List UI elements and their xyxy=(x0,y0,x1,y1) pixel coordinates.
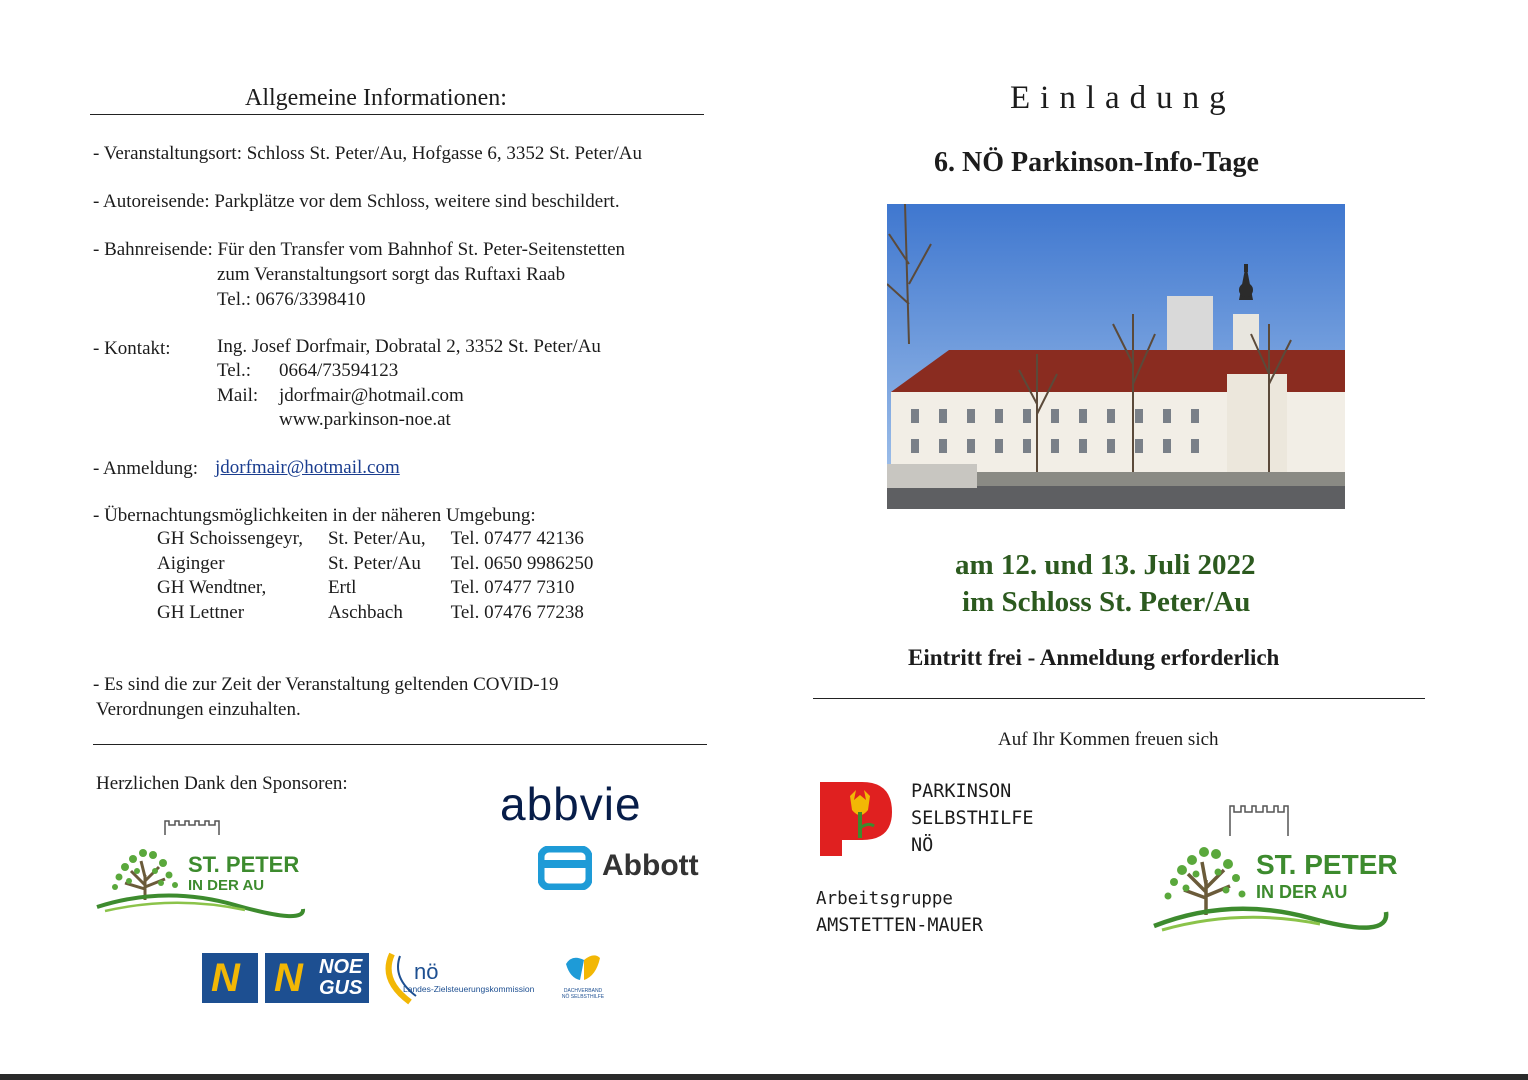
zielsteuerung-noe: nö xyxy=(414,959,439,984)
lodging-name: Aiginger xyxy=(157,552,225,574)
admission-info: Eintritt frei - Anmeldung erforderlich xyxy=(908,645,1280,670)
heading-divider xyxy=(90,114,704,115)
lodging-place: St. Peter/Au, xyxy=(327,528,426,549)
dachverband-text xyxy=(560,988,606,1000)
parkinson-selbsthilfe-p-icon xyxy=(820,782,894,856)
train-phone: Tel.: 0676/3398410 xyxy=(217,289,366,310)
event-subtitle: 6. NÖ Parkinson-Info-Tage xyxy=(934,147,1259,178)
drivers-text: - Autoreisende: Parkplätze vor dem Schloss, weitere sind beschildert. xyxy=(93,191,620,212)
st-peter-left-line2: IN DER AU xyxy=(188,877,265,894)
lodging-place: Ertl xyxy=(327,577,357,598)
noe-logo-1-letter: N xyxy=(211,956,240,1000)
covid-line1: - Es sind die zur Zeit der Veranstaltung geltenden COVID-19 xyxy=(93,674,559,695)
lodging-name: GH Wendtner, xyxy=(157,577,267,598)
contact-mail-label: Mail: xyxy=(217,385,259,406)
abbott-mark-icon xyxy=(538,846,592,890)
lodging-row xyxy=(157,601,618,626)
noe-gus-logo xyxy=(265,953,369,1003)
noe-gus-line2: GUS xyxy=(319,977,363,999)
dachverband-line1: DACHVERBAND xyxy=(563,988,603,994)
registration-label: - Anmeldung: xyxy=(93,458,199,479)
st-peter-left-line1: ST. PETER xyxy=(188,852,300,877)
event-dates: am 12. und 13. Juli 2022 xyxy=(955,549,1256,581)
lodging-row xyxy=(157,527,618,552)
lodging-table xyxy=(157,527,618,625)
lodging-phone: Tel. 07477 42136 xyxy=(450,528,584,549)
psh-line1: PARKINSON xyxy=(911,781,1012,802)
psh-line3: NÖ xyxy=(911,835,934,856)
invitation-title: Einladung xyxy=(1010,80,1236,116)
zielsteuerung-text: Landes-Zielsteuerungskommission xyxy=(403,984,535,994)
psh-line2: SELBSTHILFE xyxy=(911,808,1034,829)
venue-text: - Veranstaltungsort: Schloss St. Peter/Au, Hofgasse 6, 3352 St. Peter/Au xyxy=(93,143,643,164)
train-line2: zum Veranstaltungsort sorgt das Ruftaxi Raab xyxy=(217,264,566,285)
contact-website[interactable]: www.parkinson-noe.at xyxy=(279,409,451,430)
lodging-row xyxy=(157,552,618,577)
welcome-text: Auf Ihr Kommen freuen sich xyxy=(998,729,1219,750)
noe-gus-letter: N xyxy=(274,956,303,1000)
admission-divider xyxy=(813,698,1425,699)
psh-group-name: AMSTETTEN-MAUER xyxy=(816,915,984,936)
covid-divider xyxy=(93,744,707,745)
scan-bottom-edge xyxy=(0,1074,1528,1080)
abbvie-logo: abbvie xyxy=(500,778,642,830)
lodging-name: GH Lettner xyxy=(157,601,245,623)
sponsors-title: Herzlichen Dank den Sponsoren: xyxy=(96,773,348,794)
contact-name: Ing. Josef Dorfmair, Dobratal 2, 3352 St. Peter/Au xyxy=(217,336,601,357)
lodging-place: Aschbach xyxy=(327,601,403,623)
lodging-phone: Tel. 07477 7310 xyxy=(450,577,575,598)
lodging-name: GH Schoissengeyr, xyxy=(157,528,303,549)
noe-logo-1 xyxy=(202,953,258,1003)
info-heading: Allgemeine Informationen: xyxy=(245,85,507,111)
dachverband-line2: NÖ SELBSTHILFE xyxy=(561,994,605,1000)
lodging-place: St. Peter/Au xyxy=(327,552,421,574)
abbott-logo: Abbott xyxy=(602,849,699,882)
lodging-phone: Tel. 0650 9986250 xyxy=(450,552,594,574)
st-peter-right-line1: ST. PETER xyxy=(1256,849,1398,880)
castle-photo xyxy=(887,204,1345,509)
lodging-row xyxy=(157,576,618,601)
psh-name-block xyxy=(911,778,1034,859)
dachverband-hands-icon xyxy=(562,950,604,986)
registration-email-link[interactable]: jdorfmair@hotmail.com xyxy=(215,457,400,478)
contact-tel-label: Tel.: xyxy=(217,360,252,381)
contact-mail: jdorfmair@hotmail.com xyxy=(279,385,464,406)
psh-group-label: Arbeitsgruppe xyxy=(816,889,953,909)
event-location: im Schloss St. Peter/Au xyxy=(962,586,1251,618)
st-peter-right-line2: IN DER AU xyxy=(1256,882,1348,902)
lodging-phone: Tel. 07476 77238 xyxy=(450,601,584,623)
covid-line2: Verordnungen einzuhalten. xyxy=(96,699,301,720)
contact-tel: 0664/73594123 xyxy=(279,360,399,381)
noe-gus-line1: NOE xyxy=(319,956,363,978)
train-line1: - Bahnreisende: Für den Transfer vom Bahnhof St. Peter-Seitenstetten xyxy=(93,239,626,260)
lodging-title: - Übernachtungsmöglichkeiten in der näheren Umgebung: xyxy=(93,505,536,526)
contact-label: - Kontakt: xyxy=(93,338,171,359)
